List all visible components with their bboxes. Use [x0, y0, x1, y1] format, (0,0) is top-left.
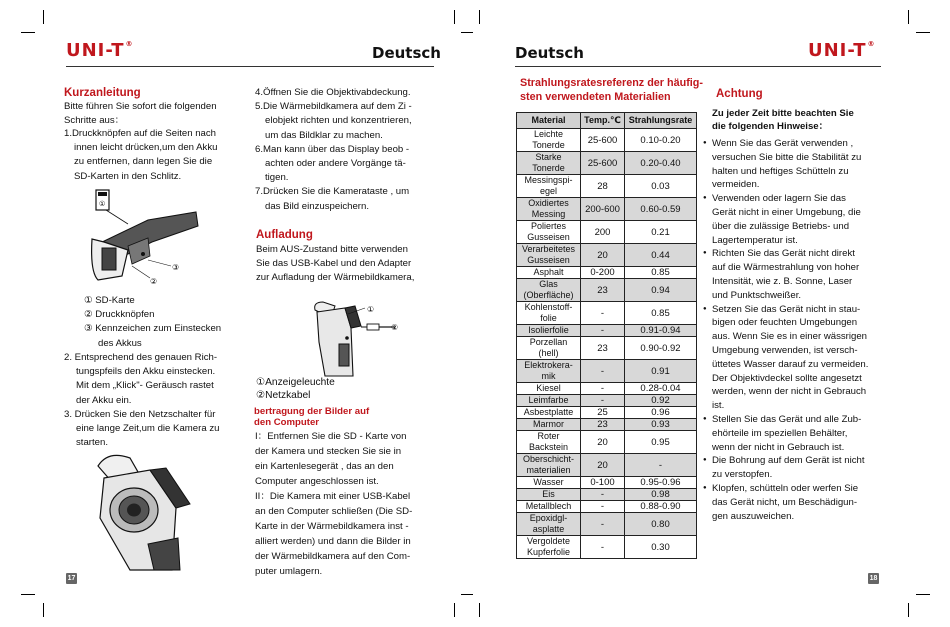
steps-4-to-7: 4.Öffnen Sie die Objektivabdeckung. 5.Die Wärmebildkamera auf dem Zi - elobjekt richten und konzentrieren, um das Bildklar zu machen. 6.Man kann über das Display beob - achten oder andere Vorgänge tä- tigen. 7.Drücken Sie die Kamerataste , um das Bild einzuspeichern. [255, 87, 412, 212]
achtung-text: ist. [712, 400, 725, 412]
cell-temp: - [581, 501, 625, 513]
cell-rate: 0.03 [625, 175, 697, 198]
table-row [517, 407, 697, 419]
achtung-bullet-line [703, 289, 883, 303]
cell-rate: - [625, 454, 697, 477]
cell-rate: 0.10-0.20 [625, 129, 697, 152]
cell-material: Asbestplatte [517, 407, 581, 419]
achtung-text: Umgebung verwenden, ist versch- [712, 344, 858, 356]
cell-temp: 25-600 [581, 152, 625, 175]
cell-rate: 0.95 [625, 431, 697, 454]
cell-temp: 23 [581, 279, 625, 302]
step-2-text: 2. Entsprechend des genauen Rich- tungspfeils den Akku einstecken. Mit dem „Klick"- Geräusch rastet der Akku ein. [64, 352, 218, 406]
cell-temp: 0-100 [581, 477, 625, 489]
cell-rate: 0.20-0.40 [625, 152, 697, 175]
achtung-text: und Punktschweißer. [712, 289, 802, 301]
achtung-text: Der Objektivdeckel sollte angesetzt [712, 372, 862, 384]
col-rate-header: Strahlungsrate [625, 113, 697, 129]
table-row [517, 501, 697, 513]
cell-rate: 0.85 [625, 267, 697, 279]
achtung-text: das Gerät nicht, um Beschädigun- [712, 496, 858, 508]
achtung-bullet-item [703, 247, 883, 261]
achtung-text: Klopfen, schütteln oder werfen Sie [712, 482, 859, 494]
achtung-text: gen auszuweichen. [712, 510, 795, 522]
cell-material: Asphalt [517, 267, 581, 279]
uebertragung-text-1: I：Entfernen Sie die SD - Karte von der Kamera und stecken Sie sie in ein Kartenlesegerät , das an den Computer angeschlossen ist. [255, 431, 407, 487]
cell-temp: - [581, 489, 625, 501]
achtung-bullet-line [703, 427, 883, 441]
table-row [517, 129, 697, 152]
achtung-text: halten und heftiges Schütteln zu [712, 165, 849, 177]
table-row [517, 536, 697, 559]
table-header-row [517, 113, 697, 129]
achtung-bullet-item [703, 454, 883, 468]
achtung-bullet-list [703, 137, 883, 523]
table-row [517, 383, 697, 395]
uebertragung-text-2: II：Die Kamera mit einer USB-Kabel an den Computer schließen (Die SD- Karte in der Wärmebildkamera inst - alliert werden) und dann die Bilder in der Wärmebildkamera auf den Com- puter umlagern. [255, 491, 413, 577]
achtung-text: Gerät nicht in einer Umgebung, die [712, 206, 861, 218]
achtung-text: Wenn Sie das Gerät verwenden , [712, 138, 854, 149]
cell-material: Oberschicht-materialien [517, 454, 581, 477]
achtung-bullet-line [703, 372, 883, 386]
cell-rate: 0.30 [625, 536, 697, 559]
table-row [517, 477, 697, 489]
cell-temp: 200-600 [581, 198, 625, 221]
cell-material: Leichte Tonerde [517, 129, 581, 152]
cell-temp: 23 [581, 337, 625, 360]
cell-material: Marmor [517, 419, 581, 431]
bullet-dot-icon: ● [703, 140, 707, 146]
table-row [517, 279, 697, 302]
achtung-text: Lagertemperatur ist. [712, 234, 798, 246]
cell-material: Verarbeitetes Gusseisen [517, 244, 581, 267]
cell-material: Epoxidgl-asplatte [517, 513, 581, 536]
cell-rate: 0.85 [625, 302, 697, 325]
right-page-header: Deutsch [515, 44, 584, 62]
cell-rate: 0.93 [625, 419, 697, 431]
achtung-text: wenn der nicht in Gebrauch ist. [712, 441, 845, 453]
table-row [517, 302, 697, 325]
cell-temp: - [581, 325, 625, 337]
cell-temp: - [581, 302, 625, 325]
achtung-bullet-line [703, 261, 883, 275]
achtung-text: über die zulässige Betriebs- und [712, 220, 850, 232]
table-row [517, 395, 697, 407]
achtung-bullet-line [703, 234, 883, 248]
achtung-bullet-item [703, 303, 883, 317]
achtung-heading: Achtung [716, 88, 763, 100]
achtung-text: vermeiden. [712, 179, 760, 191]
cell-rate: 0.21 [625, 221, 697, 244]
cell-rate: 0.91 [625, 360, 697, 383]
table-row [517, 221, 697, 244]
achtung-bullet-item [703, 413, 883, 427]
charging-illustration [305, 298, 405, 378]
left-header-rule [66, 66, 434, 67]
achtung-bullet-item [703, 192, 883, 206]
cell-material: Roter Backstein [517, 431, 581, 454]
cell-temp: 28 [581, 175, 625, 198]
step-3-text: 3. Drücken Sie den Netzschalter für eine lange Zeit,um die Kamera zu starten. [64, 409, 220, 449]
achtung-text: auf die Wärmestrahlung von hoher [712, 262, 860, 274]
achtung-bullet-line [703, 344, 883, 358]
bullet-dot-icon: ● [703, 484, 707, 491]
achtung-bullet-line [703, 385, 883, 399]
cell-rate: 0.94 [625, 279, 697, 302]
cell-material: Kiesel [517, 383, 581, 395]
sd-card-camera-illustration [88, 184, 203, 294]
cell-rate: 0.98 [625, 489, 697, 501]
charge-callout-list: ①Anzeigeleuchte ②Netzkabel [256, 377, 335, 401]
achtung-text: üttetes Wasser darauf zu vermeiden. [712, 358, 869, 370]
callout-mark-3: ③ [172, 263, 180, 272]
achtung-bullet-line [703, 496, 883, 510]
left-page-number: 17 [67, 575, 76, 582]
achtung-text: versuchen Sie bitte die Stabilität zu [712, 151, 862, 163]
cell-rate: 0.95-0.96 [625, 477, 697, 489]
achtung-bullet-item [703, 137, 883, 151]
col-temp-header: Temp.℃ [581, 113, 625, 129]
table-row [517, 152, 697, 175]
bullet-dot-icon: ● [703, 415, 707, 422]
cell-temp: 200 [581, 221, 625, 244]
cell-temp: - [581, 536, 625, 559]
camera-lens-illustration [90, 448, 200, 572]
table-row [517, 513, 697, 536]
cell-material: Leimfarbe [517, 395, 581, 407]
uebertragung-heading: bertragung der Bilder auf den Computer [254, 406, 370, 428]
cell-rate: 0.60-0.59 [625, 198, 697, 221]
achtung-bullet-line [703, 151, 883, 165]
table-row [517, 489, 697, 501]
achtung-bullet-line [703, 358, 883, 372]
achtung-bullet-line [703, 316, 883, 330]
cell-temp: 20 [581, 431, 625, 454]
achtung-text: werden, wenn der nicht in Gebrauch [712, 386, 867, 398]
table-title: Strahlungsratesreferenz der häufig- sten verwendeten Materialien [520, 77, 703, 103]
achtung-text: Intensität, wie z. B. Sonne, Laser [712, 275, 853, 287]
cell-rate: 0.92 [625, 395, 697, 407]
table-row [517, 267, 697, 279]
cell-temp: 25 [581, 407, 625, 419]
charge-callout-mark-1: ① [367, 305, 375, 314]
step-1-text: 1.Druckknöpfen auf die Seiten nach innen leicht drücken,um den Akku zu entfernen, dann legen Sie die SD-Karten in den Schlitz. [64, 128, 218, 182]
cell-temp: 23 [581, 419, 625, 431]
achtung-bullet-line [703, 330, 883, 344]
cell-temp: 25-600 [581, 129, 625, 152]
achtung-text: zu verstopfen. [712, 469, 773, 481]
achtung-intro: Zu jeder Zeit bitte beachten Sie die folgenden Hinweise： [712, 108, 854, 132]
achtung-text: Stellen Sie das Gerät und alle Zub- [712, 413, 862, 425]
cell-material: Metallblech [517, 501, 581, 513]
achtung-text: ehörteile im speziellen Behälter, [712, 427, 848, 439]
cell-rate: 0.80 [625, 513, 697, 536]
cell-rate: 0.91-0.94 [625, 325, 697, 337]
brand-logo-left: UNI-T® [66, 40, 134, 61]
table-row [517, 431, 697, 454]
cell-material: Messingspi-egel [517, 175, 581, 198]
table-row [517, 198, 697, 221]
charge-callout-mark-2: ② [391, 323, 399, 332]
table-row [517, 454, 697, 477]
bullet-dot-icon: ● [703, 195, 707, 202]
achtung-text: aus. Wenn Sie es in einer wässrigen [712, 331, 868, 343]
achtung-text: Verwenden oder lagern Sie das [712, 193, 846, 205]
cell-material: Porzellan (hell) [517, 337, 581, 360]
callout-mark-2: ② [150, 277, 158, 286]
cell-temp: 0-200 [581, 267, 625, 279]
cell-rate: 0.44 [625, 244, 697, 267]
sd-callout-list: ① SD-Karte ② Druckknöpfen ③ Kennzeichen zum Einstecken des Akkus [84, 295, 222, 349]
cell-material: Starke Tonerde [517, 152, 581, 175]
cell-material: Poliertes Gusseisen [517, 221, 581, 244]
achtung-bullet-line [703, 441, 883, 455]
brand-logo-right: UNI-T® [808, 40, 876, 61]
achtung-bullet-line [703, 275, 883, 289]
achtung-text: Richten Sie das Gerät nicht direkt [712, 248, 855, 260]
cell-temp: 20 [581, 244, 625, 267]
achtung-bullet-line [703, 510, 883, 524]
right-page-number: 18 [869, 575, 878, 582]
aufladung-heading: Aufladung [256, 229, 313, 241]
cell-material: Isolierfolie [517, 325, 581, 337]
col-material-header: Material [517, 113, 581, 129]
cell-material: Glas (Oberfläche) [517, 279, 581, 302]
cell-rate: 0.96 [625, 407, 697, 419]
bullet-dot-icon: ● [703, 457, 707, 464]
callout-mark-1: ① [99, 200, 106, 208]
kurzanleitung-heading: Kurzanleitung [64, 87, 141, 99]
cell-material: Eis [517, 489, 581, 501]
achtung-bullet-item [703, 482, 883, 496]
table-row [517, 244, 697, 267]
table-row [517, 360, 697, 383]
right-header-rule [515, 66, 881, 67]
cell-temp: - [581, 395, 625, 407]
bullet-dot-icon: ● [703, 305, 707, 312]
cell-material: Kohlenstoff-folie [517, 302, 581, 325]
achtung-bullet-line [703, 178, 883, 192]
achtung-bullet-line [703, 165, 883, 179]
cell-temp: - [581, 513, 625, 536]
achtung-bullet-line [703, 220, 883, 234]
table-row [517, 175, 697, 198]
cell-material: Wasser [517, 477, 581, 489]
cell-rate: 0.90-0.92 [625, 337, 697, 360]
achtung-bullet-line [703, 399, 883, 413]
table-row [517, 325, 697, 337]
table-row [517, 337, 697, 360]
achtung-text: Die Bohrung auf dem Gerät ist nicht [712, 455, 865, 467]
cell-rate: 0.28-0.04 [625, 383, 697, 395]
cell-temp: - [581, 360, 625, 383]
bullet-dot-icon: ● [703, 250, 707, 257]
cell-material: Vergoldete Kupferfolie [517, 536, 581, 559]
cell-temp: 20 [581, 454, 625, 477]
emissivity-table [516, 112, 697, 559]
aufladung-text: Beim AUS-Zustand bitte verwenden Sie das USB-Kabel und den Adapter zur Aufladung der Wärmebildkamera, [256, 244, 415, 284]
cell-material: Elektrokera-mik [517, 360, 581, 383]
cell-material: Oxidiertes Messing [517, 198, 581, 221]
achtung-bullet-line [703, 468, 883, 482]
table-row [517, 419, 697, 431]
achtung-text: Setzen Sie das Gerät nicht in stau- [712, 303, 861, 315]
kurzanleitung-intro: Bitte führen Sie sofort die folgenden Schritte aus： [64, 101, 217, 127]
achtung-bullet-line [703, 206, 883, 220]
cell-rate: 0.88-0.90 [625, 501, 697, 513]
cell-temp: - [581, 383, 625, 395]
left-page-header: Deutsch [372, 44, 441, 62]
achtung-text: bigen oder feuchten Umgebungen [712, 317, 858, 329]
